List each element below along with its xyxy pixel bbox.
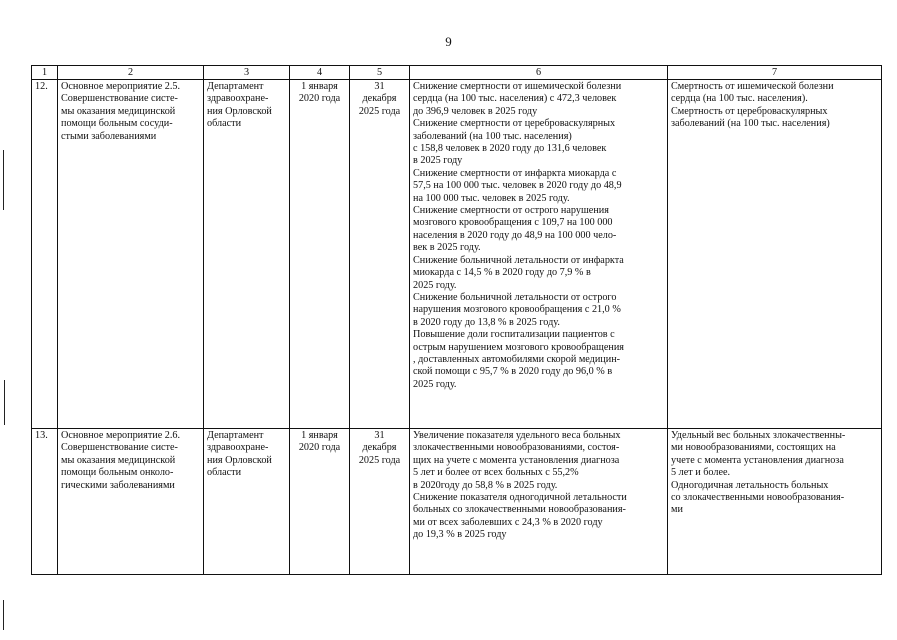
activity-cell bbox=[58, 429, 204, 575]
text-line: здравоохране- bbox=[207, 93, 269, 105]
text-line: острым нарушением мозгового кровообращения bbox=[413, 341, 624, 353]
text-line: мозгового кровообращения с 109,7 на 100 000 bbox=[413, 217, 613, 229]
text-line: мы оказания медицинской bbox=[61, 105, 176, 117]
text-line: Снижение смертности от инфаркта миокарда с bbox=[413, 167, 617, 179]
text-line: Совершенствование систе- bbox=[61, 93, 178, 105]
text-line: 31 bbox=[374, 81, 385, 92]
text-line: Департамент bbox=[207, 430, 264, 441]
text-line: учете с момента установления диагноза bbox=[671, 454, 844, 466]
executor-cell bbox=[204, 80, 290, 429]
text-line: Удельный вес больных злокачественны- bbox=[671, 430, 846, 441]
text-line: 2025 году. bbox=[413, 378, 457, 390]
text-line: заболеваний (на 100 тыс. населения) bbox=[413, 130, 572, 142]
text-line: Основное мероприятие 2.6. bbox=[61, 430, 181, 441]
text-line: 1 января bbox=[301, 81, 338, 92]
text-line: в 2025 году bbox=[413, 155, 463, 167]
text-line: мы оказания медицинской bbox=[61, 454, 176, 466]
page-number: 9 bbox=[445, 34, 452, 49]
text-line: с 158,8 человек в 2020 году до 131,6 человек bbox=[413, 143, 607, 155]
text-line: 5 лет и более от всех больных с 55,2% bbox=[413, 467, 579, 479]
text-line: населения в 2020 году до 48,9 на 100 000 чело- bbox=[413, 229, 617, 241]
text-line: 2025 года bbox=[358, 454, 401, 466]
row-number-cell: 13. bbox=[32, 429, 58, 575]
text-line: 5 лет и более. bbox=[671, 467, 731, 479]
text-line: Совершенствование систе- bbox=[61, 442, 178, 454]
text-line: Основное мероприятие 2.5. bbox=[61, 81, 181, 92]
activity-cell bbox=[58, 80, 204, 429]
text-line: помощи больным онколо- bbox=[61, 467, 174, 479]
text-line: Снижение показателя одногодичной летальности bbox=[413, 492, 627, 504]
text-line: на 100 000 тыс. человек в 2025 году. bbox=[413, 192, 570, 204]
text-line: миокарда с 14,5 % в 2020 году до 7,9 % в bbox=[413, 267, 591, 279]
text-line: Снижение смертности от цереброваскулярных bbox=[413, 118, 616, 130]
text-line: Повышение доли госпитализации пациентов с bbox=[413, 329, 615, 341]
header-row bbox=[32, 66, 882, 80]
text-line: ния Орловской bbox=[207, 454, 272, 466]
start-date-cell bbox=[290, 429, 350, 575]
text-line: стыми заболеваниями bbox=[61, 130, 157, 142]
header-cell: 2 bbox=[58, 66, 204, 80]
text-line: Снижение смертности от острого нарушения bbox=[413, 205, 609, 217]
text-line: декабря bbox=[362, 93, 397, 105]
text-line: Смертность от цереброваскулярных bbox=[671, 105, 828, 117]
text-line: области bbox=[207, 467, 242, 479]
header-cell: 3 bbox=[204, 66, 290, 80]
scan-artifact-line bbox=[3, 600, 4, 630]
header-cell: 5 bbox=[350, 66, 410, 80]
header-cell: 1 bbox=[32, 66, 58, 80]
text-line: до 396,9 человек в 2025 году bbox=[413, 105, 538, 117]
text-line: Смертность от ишемической болезни bbox=[671, 81, 834, 92]
text-line: помощи больным сосуди- bbox=[61, 118, 173, 130]
text-line: здравоохране- bbox=[207, 442, 269, 454]
table-row bbox=[32, 429, 882, 575]
text-line: ской помощи с 95,7 % в 2020 году до 96,0 % в bbox=[413, 366, 613, 378]
text-line: больных со злокачественными новообразования- bbox=[413, 504, 626, 516]
text-line: 57,5 на 100 000 тыс. человек в 2020 году до 48,9 bbox=[413, 180, 622, 192]
row-number-cell: 12. bbox=[32, 80, 58, 429]
start-date-cell bbox=[290, 80, 350, 429]
header-cell: 7 bbox=[668, 66, 882, 80]
results-cell bbox=[410, 429, 668, 575]
scan-artifact-line bbox=[4, 380, 5, 425]
text-line: 2025 года bbox=[358, 105, 401, 117]
text-line: Снижение смертности от ишемической болезни bbox=[413, 81, 622, 92]
measures-table bbox=[31, 65, 882, 575]
header-cell: 6 bbox=[410, 66, 668, 80]
end-date-cell bbox=[350, 429, 410, 575]
text-line: ния Орловской bbox=[207, 105, 272, 117]
results-cell bbox=[410, 80, 668, 429]
text-line: век в 2025 году. bbox=[413, 242, 481, 254]
text-line: декабря bbox=[362, 442, 397, 454]
text-line: 31 bbox=[374, 430, 385, 441]
text-line: ми новообразованиями, состоящих на bbox=[671, 442, 836, 454]
text-line: области bbox=[207, 118, 242, 130]
text-line: в 2020году до 58,8 % в 2025 году. bbox=[413, 479, 558, 491]
text-line: нарушения мозгового кровообращения с 21,0 % bbox=[413, 304, 621, 316]
text-line: Снижение больничной летальности от острого bbox=[413, 291, 617, 303]
header-cell: 4 bbox=[290, 66, 350, 80]
text-line: со злокачественными новообразования- bbox=[671, 492, 845, 504]
text-line: злокачественными новообразованиями, состоя- bbox=[413, 442, 620, 454]
text-line: щих на учете с момента установления диагноза bbox=[413, 454, 620, 466]
text-line: в 2020 году до 13,8 % в 2025 году. bbox=[413, 316, 560, 328]
text-line: 2025 году. bbox=[413, 279, 457, 291]
text-line: 2020 года bbox=[298, 93, 341, 105]
text-line: Увеличение показателя удельного веса больных bbox=[413, 430, 621, 441]
text-line: сердца (на 100 тыс. населения) с 472,3 человек bbox=[413, 93, 617, 105]
text-line: 2020 года bbox=[298, 442, 341, 454]
text-line: Департамент bbox=[207, 81, 264, 92]
text-line: до 19,3 % в 2025 году bbox=[413, 529, 507, 541]
scan-artifact-line bbox=[3, 150, 4, 210]
executor-cell bbox=[204, 429, 290, 575]
indicators-cell bbox=[668, 429, 882, 575]
text-line: 1 января bbox=[301, 430, 338, 441]
text-line: Снижение больничной летальности от инфаркта bbox=[413, 254, 624, 266]
indicators-cell bbox=[668, 80, 882, 429]
end-date-cell bbox=[350, 80, 410, 429]
text-line: заболеваний (на 100 тыс. населения) bbox=[671, 118, 830, 130]
table-row bbox=[32, 80, 882, 429]
text-line: сердца (на 100 тыс. населения). bbox=[671, 93, 808, 105]
text-line: ми bbox=[671, 504, 683, 516]
text-line: , доставленных автомобилями скорой медицин- bbox=[413, 353, 621, 365]
text-line: ми от всех заболевших с 24,3 % в 2020 году bbox=[413, 516, 603, 528]
text-line: гическими заболеваниями bbox=[61, 479, 175, 491]
text-line: Одногодичная летальность больных bbox=[671, 479, 829, 491]
